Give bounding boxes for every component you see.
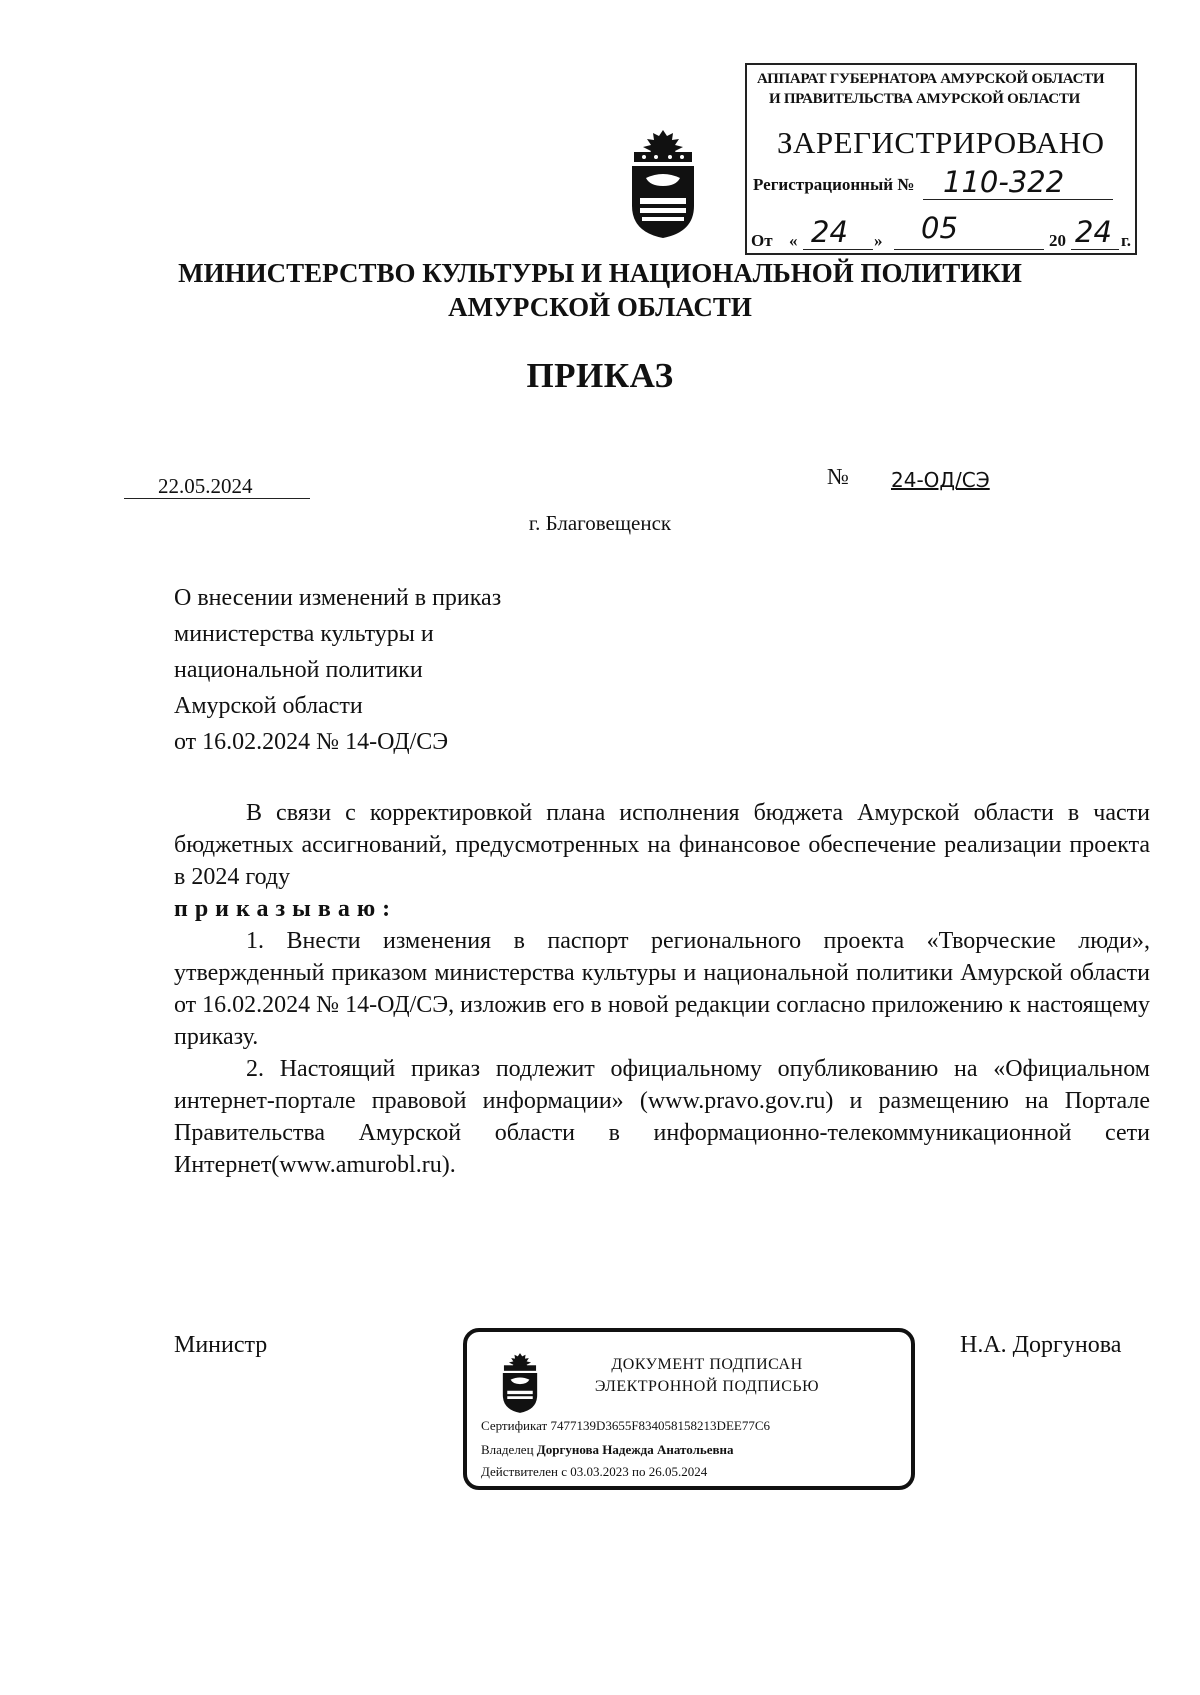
order-item-2: 2. Настоящий приказ подлежит официальному опубликованию на «Официальном интернет-портале правовой информации» (www.pravo.gov.ru) и размещению на Портале Правительства Амурской области в информационно-телекоммуникационной сети Интернет(www.amurobl.ru).	[174, 1056, 1150, 1178]
coat-of-arms-icon	[624, 128, 702, 240]
esig-certificate	[481, 1418, 770, 1434]
stamp-day: 24	[811, 215, 848, 249]
esig-owner	[481, 1442, 734, 1458]
stamp-date-row	[749, 211, 1135, 253]
ministry-title-line-2: АМУРСКОЙ ОБЛАСТИ	[448, 292, 752, 322]
stamp-org-line-2: И ПРАВИТЕЛЬСТВА АМУРСКОЙ ОБЛАСТИ	[769, 91, 1080, 107]
stamp-title: ЗАРЕГИСТРИРОВАНО	[777, 125, 1105, 160]
stamp-day-underline	[803, 249, 873, 250]
stamp-year-prefix: 20	[1049, 231, 1066, 250]
stamp-quote-open: «	[789, 231, 798, 250]
stamp-year-suffix: 24	[1075, 215, 1112, 249]
subject-line: О внесении изменений в приказ	[174, 585, 502, 611]
coat-of-arms-icon	[497, 1352, 543, 1414]
stamp-quote-close: »	[874, 231, 883, 250]
order-number: 24-ОД/СЭ	[891, 468, 990, 492]
order-decree-word: приказываю:	[174, 896, 398, 922]
stamp-month-underline	[894, 249, 1044, 250]
ministry-title-line-1: МИНИСТЕРСТВО КУЛЬТУРЫ И НАЦИОНАЛЬНОЙ ПОЛИТИКИ	[178, 258, 1022, 288]
esig-certificate-value: 7477139D3655F834058158213DEE77C6	[550, 1418, 770, 1433]
esig-valid-from: 03.03.2023	[570, 1464, 629, 1479]
stamp-date-prefix: От	[751, 231, 773, 250]
esig-validity	[481, 1464, 707, 1480]
esig-valid-to: 26.05.2024	[648, 1464, 708, 1479]
order-body	[174, 797, 1150, 1181]
stamp-number-underline	[923, 199, 1113, 200]
order-date-underline	[124, 498, 310, 499]
stamp-number-label: Регистрационный №	[753, 175, 915, 194]
order-item-1: 1. Внести изменения в паспорт регионального проекта «Творческие люди», утвержденный приказом министерства культуры и национальной политики Амурской области от 16.02.2024 № 14-ОД/СЭ, изложив его в новой редакции согласно приложению к настоящему приказу.	[174, 928, 1150, 1050]
order-date: 22.05.2024	[158, 474, 253, 498]
esig-title-line-2: ЭЛЕКТРОННОЙ ПОДПИСЬЮ	[594, 1378, 820, 1395]
stamp-year-underline	[1071, 249, 1119, 250]
stamp-month: 05	[921, 211, 958, 245]
electronic-signature-stamp	[463, 1328, 915, 1490]
esig-title-line-1: ДОКУМЕНТ ПОДПИСАН	[611, 1356, 803, 1373]
esig-owner-label: Владелец	[481, 1442, 534, 1457]
order-city: г. Благовещенск	[528, 511, 672, 535]
registration-stamp	[745, 63, 1137, 255]
esig-valid-label: Действителен с	[481, 1464, 567, 1479]
esig-owner-value: Доргунова Надежда Анатольевна	[536, 1442, 734, 1457]
subject-line: министерства культуры и	[174, 621, 434, 647]
signer-title: Министр	[174, 1332, 268, 1358]
document-type: ПРИКАЗ	[526, 356, 674, 395]
signer-name: Н.А. Доргунова	[960, 1332, 1122, 1358]
subject-line: Амурской области	[174, 693, 363, 719]
subject-line: от 16.02.2024 № 14-ОД/СЭ	[174, 729, 449, 755]
order-subject	[174, 580, 501, 760]
stamp-number-value: 110-322	[943, 165, 1065, 199]
stamp-year-unit: г.	[1121, 231, 1132, 250]
stamp-org-line-1: АППАРАТ ГУБЕРНАТОРА АМУРСКОЙ ОБЛАСТИ	[757, 71, 1105, 87]
esig-certificate-label: Сертификат	[481, 1418, 548, 1433]
order-number-sign: №	[827, 464, 849, 489]
esig-valid-to-label: по	[632, 1464, 646, 1479]
subject-line: национальной политики	[174, 657, 423, 683]
preamble-paragraph: В связи с корректировкой плана исполнения бюджета Амурской области в части бюджетных ассигнований, предусмотренных на финансовое обеспечение реализации проекта в 2024 году	[174, 800, 1150, 890]
